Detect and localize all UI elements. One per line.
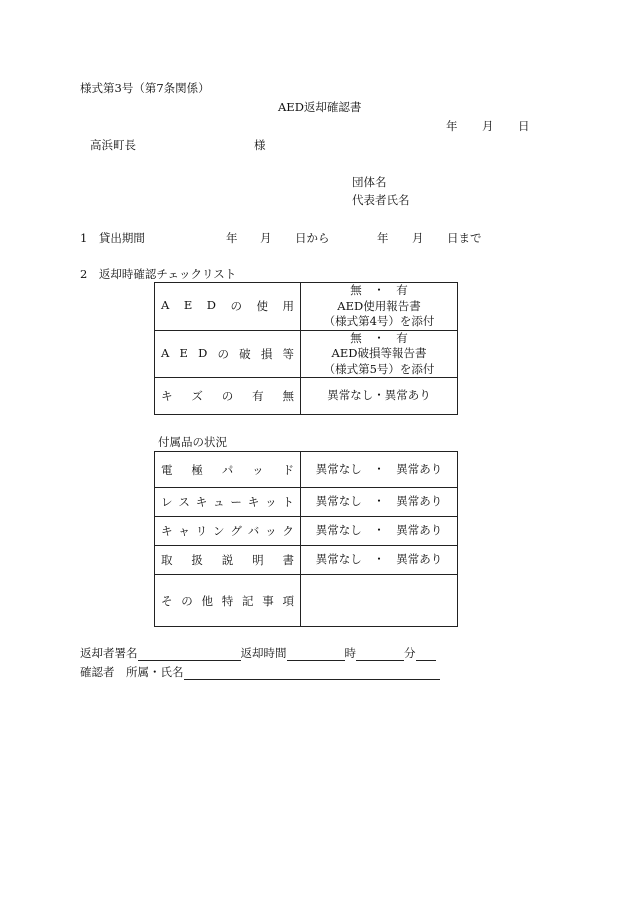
accessory-value-other-notes[interactable] bbox=[301, 575, 458, 627]
accessory-label-other-notes: そ の 他 特 記 事 項 bbox=[155, 575, 301, 627]
confirmer-label: 確認者 所属・氏名 bbox=[80, 665, 184, 680]
date-year-label: 年 bbox=[446, 119, 458, 133]
accessories-table bbox=[154, 451, 458, 627]
accessory-row-carrying-bag bbox=[155, 517, 458, 546]
honorific: 様 bbox=[254, 138, 266, 152]
accessory-label-rescue-kit: レ ス キ ュ ー キ ッ ト bbox=[155, 488, 301, 517]
return-minute-field[interactable] bbox=[356, 647, 404, 661]
date-month-label: 月 bbox=[482, 119, 494, 133]
return-signature-line bbox=[80, 647, 436, 661]
accessory-label-carrying-bag: キ ャ リ ン グ バ ッ ク bbox=[155, 517, 301, 546]
return-checklist-table bbox=[154, 282, 458, 415]
accessory-row-rescue-kit bbox=[155, 488, 458, 517]
loan-to-year: 年 bbox=[377, 231, 389, 245]
accessory-value-electrode-pads[interactable]: 異常なし ・ 異常あり bbox=[301, 452, 458, 488]
checklist-heading: 2 返却時確認チェックリスト bbox=[80, 267, 237, 281]
minute-label: 分 bbox=[404, 646, 416, 661]
checklist-value-aed-use[interactable]: 無 ・ 有 AED使用報告書 （様式第4号）を添付 bbox=[301, 283, 458, 331]
checklist-label-aed-use: A E D の 使 用 bbox=[155, 283, 301, 331]
accessory-label-electrode-pads: 電 極 パ ッ ド bbox=[155, 452, 301, 488]
minute-trailing-line bbox=[416, 647, 436, 661]
checklist-label-scratches: キ ズ の 有 無 bbox=[155, 378, 301, 415]
representative-label: 代表者氏名 bbox=[352, 193, 410, 207]
accessory-label-manual: 取 扱 説 明 書 bbox=[155, 546, 301, 575]
accessory-row-electrode-pads bbox=[155, 452, 458, 488]
accessories-heading: 付属品の状況 bbox=[158, 435, 227, 449]
accessory-value-carrying-bag[interactable]: 異常なし ・ 異常あり bbox=[301, 517, 458, 546]
addressee: 高浜町長 bbox=[90, 138, 136, 152]
loan-to-day: 日まで bbox=[447, 231, 482, 245]
checklist-row-aed-use bbox=[155, 283, 458, 331]
returner-signature-field[interactable] bbox=[138, 647, 241, 661]
organization-label: 団体名 bbox=[352, 175, 387, 189]
checklist-row-aed-damage bbox=[155, 330, 458, 378]
confirmer-line bbox=[80, 666, 440, 680]
checklist-row-scratches bbox=[155, 378, 458, 415]
accessory-value-rescue-kit[interactable]: 異常なし ・ 異常あり bbox=[301, 488, 458, 517]
loan-from-year: 年 bbox=[226, 231, 238, 245]
accessory-row-manual bbox=[155, 546, 458, 575]
accessory-row-other-notes bbox=[155, 575, 458, 627]
loan-period-label: 1 貸出期間 bbox=[80, 231, 145, 245]
confirmer-name-field[interactable] bbox=[184, 666, 440, 680]
document-title: AED返却確認書 bbox=[278, 100, 362, 114]
date-day-label: 日 bbox=[518, 119, 530, 133]
checklist-value-aed-damage[interactable]: 無 ・ 有 AED破損等報告書 （様式第5号）を添付 bbox=[301, 330, 458, 378]
checklist-value-scratches[interactable]: 異常なし・異常あり bbox=[301, 378, 458, 415]
loan-from-month: 月 bbox=[260, 231, 272, 245]
return-time-label: 返却時間 bbox=[240, 646, 287, 661]
hour-label: 時 bbox=[344, 646, 356, 661]
returner-signature-label: 返却者署名 bbox=[80, 646, 138, 661]
return-hour-field[interactable] bbox=[287, 647, 345, 661]
accessory-value-manual[interactable]: 異常なし ・ 異常あり bbox=[301, 546, 458, 575]
checklist-label-aed-damage: A E D の 破 損 等 bbox=[155, 330, 301, 378]
loan-to-month: 月 bbox=[412, 231, 424, 245]
loan-from-day: 日から bbox=[295, 231, 330, 245]
form-number: 様式第3号（第7条関係） bbox=[80, 81, 210, 95]
